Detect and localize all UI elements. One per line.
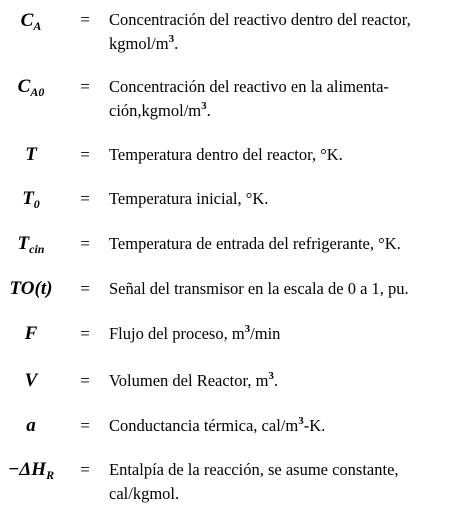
definition [109,143,465,167]
definition [109,277,465,301]
symbol-ca0 [0,75,62,99]
definition-line: Temperatura inicial, °K. [109,189,269,208]
symbol-main: T [17,233,30,254]
symbol-main: −ΔH [7,459,47,480]
definition [109,232,465,256]
definition-line [109,32,465,56]
equals-sign: = [80,460,90,479]
equals-sign: = [80,324,90,343]
symbol-main: T [22,188,34,209]
definition-tail: /min [250,324,281,343]
definition [109,322,465,346]
definition [109,8,465,56]
symbol-subscript: 0 [33,197,40,211]
definition [109,369,465,393]
definition-text: Flujo del proceso, m [109,324,245,343]
superscript: 3 [168,33,175,45]
symbol-subscript: A0 [30,85,45,99]
definition-text: Volumen del Reactor, m [109,371,269,390]
symbol-f [0,322,62,346]
definition-line [109,99,465,123]
definition-line: Concentración del reactivo en la alimenta- [109,77,389,96]
symbol-delta-hr [0,458,62,482]
definition [109,187,465,211]
symbol-main: C [20,10,34,31]
superscript: 3 [268,370,274,382]
symbol-main: TO(t) [9,278,53,299]
definition-text: Conductancia térmica, cal/m [109,416,299,435]
equals-sign: = [80,279,90,298]
symbol-main: C [17,76,31,97]
symbol-subscript: A [33,19,42,33]
symbol-main: a [26,415,36,436]
definition-line: Entalpía de la reacción, se asume constante, [109,460,399,479]
superscript: 3 [298,415,304,427]
symbol-subscript: cin [29,242,45,256]
definition [109,75,465,123]
definition-line [109,369,465,393]
definition-line: Concentración del reactivo dentro del reactor, [109,10,411,29]
equals-sign: = [80,189,90,208]
equals-sign: = [80,77,90,96]
superscript: 3 [201,100,207,112]
symbol-t [0,143,62,167]
definition-tail: . [273,371,279,390]
symbol-a [0,414,62,438]
definition [109,458,465,506]
symbol-v [0,369,62,393]
equals-sign: = [80,10,90,29]
definition-text: kgmol/m [109,34,169,53]
superscript: 3 [244,323,251,335]
symbol-main: T [25,144,37,165]
symbol-main: F [24,323,38,344]
definition-line: Temperatura de entrada del refrigerante, °K. [109,234,401,253]
definition-text: ción,kgmol/m [109,101,202,120]
definition-line: cal/kgmol. [109,484,180,503]
definition [109,414,465,438]
symbol-main: V [24,370,38,391]
definition-line [109,322,465,346]
definition-line: Señal del transmisor en la escala de 0 a 1, pu. [109,279,409,298]
definition-line: Temperatura dentro del reactor, °K. [109,145,343,164]
definition-tail: . [206,101,211,120]
definition-line [109,414,465,438]
symbol-t0 [0,187,62,211]
symbol-tcin [0,232,62,256]
equals-sign: = [80,234,90,253]
equals-sign: = [80,371,90,390]
definition-tail: -K. [303,416,326,435]
symbol-ca [0,9,62,33]
symbol-to-t [0,277,62,301]
equals-sign: = [80,145,90,164]
symbol-subscript: R [46,468,55,482]
definition-tail: . [174,34,179,53]
equals-sign: = [80,416,90,435]
